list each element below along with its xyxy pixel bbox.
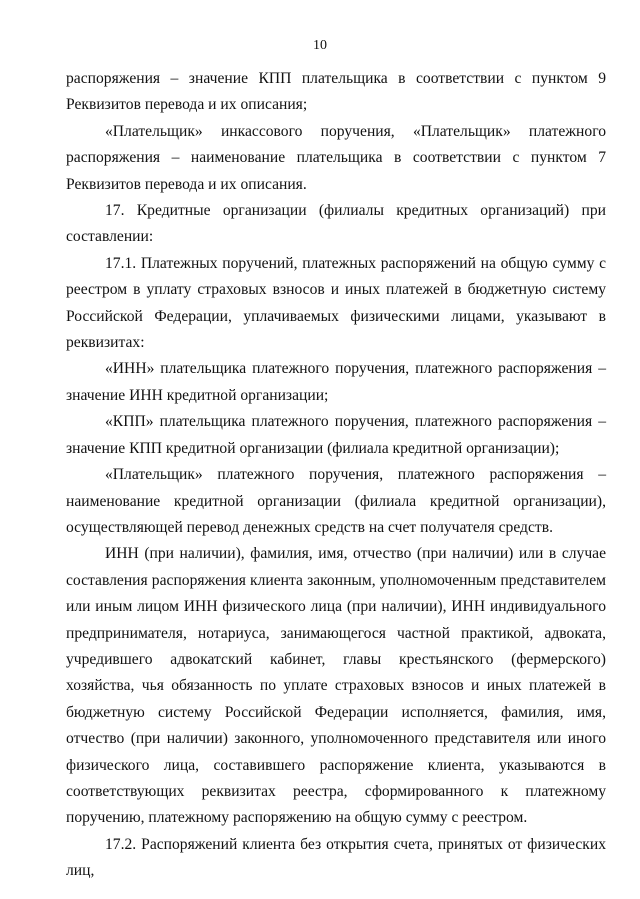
paragraph-payer-collection-order: «Плательщик» инкассового поручения, «Плательщик» платежного распоряжения – наименование плательщика в соответствии с пунктом 7 Реквизитов перевода и их описания. xyxy=(66,122,606,193)
paragraph-section-17-2: 17.2. Распоряжений клиента без открытия счета, принятых от физических лиц, xyxy=(66,835,606,880)
paragraph-section-17: 17. Кредитные организации (филиалы кредитных организаций) при составлении: xyxy=(66,202,606,246)
paragraph-payer-field: «Плательщик» платежного поручения, платежного распоряжения – наименование кредитной организации (филиала кредитной организации), осуществляющей перевод денежных средств на счет получателя средств. xyxy=(66,466,606,536)
paragraph-inn-field: «ИНН» плательщика платежного поручения, платежного распоряжения – значение ИНН кредитной организации; xyxy=(66,360,606,404)
paragraph-registry-details: ИНН (при наличии), фамилия, имя, отчество (при наличии) или в случае составления распоряжения клиента законным, уполномоченным представителем или иным лицом ИНН физического лица (при наличии), ИНН индивидуального предпринимателя, нотариуса, занимающегося частной практикой, адвоката, учредившего адвокатский кабинет, главы крестьянского (фермерского) хозяйства, чья обязанность по уплате страховых взносов и иных платежей в бюджетную систему Российской Федерации исполняется, фамилия, имя, отчество (при наличии) законного, уполномоченного представителя или иного физического лица, составившего распоряжение клиента, указываются в соответствующих реквизитах реестра, сформированного к платежному поручению, платежному распоряжению на общую сумму с реестром. xyxy=(66,545,606,827)
paragraph-kpp-field: «КПП» плательщика платежного поручения, платежного распоряжения – значение КПП кредитной организации (филиала кредитной организации); xyxy=(66,413,606,457)
paragraph-section-17-1: 17.1. Платежных поручений, платежных распоряжений на общую сумму с реестром в уплату страховых взносов и иных платежей в бюджетную систему Российской Федерации, уплачиваемых физическими лицами, указывают в реквизитах: xyxy=(66,254,606,352)
page-number: 10 xyxy=(313,38,327,53)
document-body xyxy=(66,66,606,885)
paragraph-kpp-continuation: распоряжения – значение КПП плательщика в соответствии с пунктом 9 Реквизитов перевода и их описания; xyxy=(66,70,606,114)
